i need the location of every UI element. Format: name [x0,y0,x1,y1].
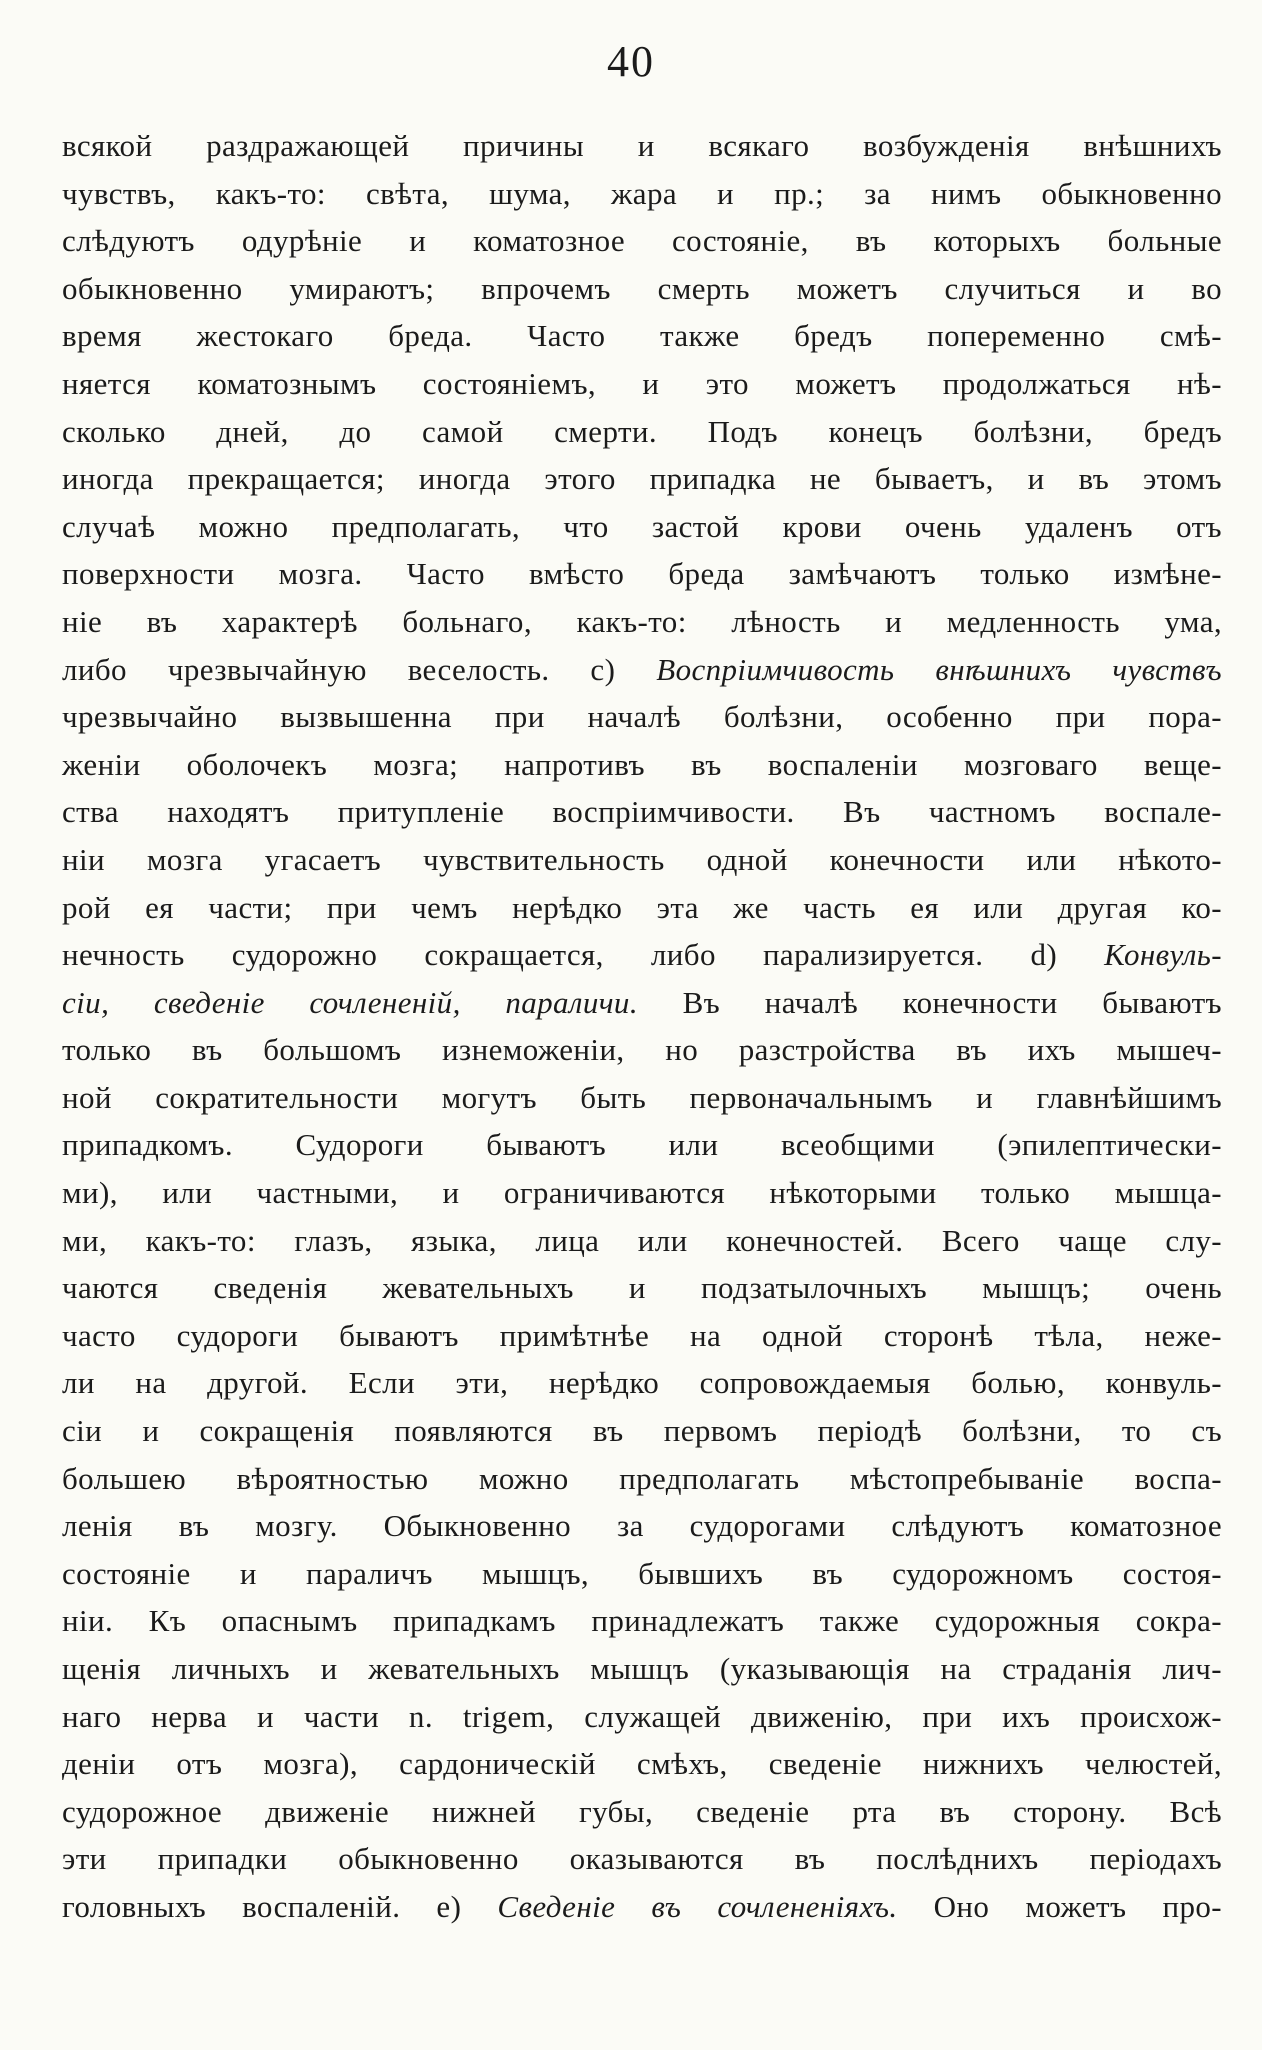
text-segment: ніи мозга угасаетъ чувствительность одной конечности или нѣкото- [62,841,1222,877]
text-segment: только въ большомъ изнеможеніи, но разстройства въ ихъ мышеч- [62,1032,1222,1068]
text-segment: рой ея части; при чемъ нерѣдко эта же часть ея или другая ко- [62,889,1222,925]
text-segment: эти припадки обыкновенно оказываются въ послѣднихъ періодахъ [62,1841,1222,1877]
text-line [62,836,1222,884]
text-line [62,1026,1222,1074]
text-line [62,741,1222,789]
text-segment: ми, какъ-то: глазъ, языка, лица или конечностей. Всего чаще слу- [62,1222,1222,1258]
text-line [62,693,1222,741]
text-line [62,1217,1222,1265]
text-line [62,122,1222,170]
text-line [62,979,1222,1027]
italic-heading-segment: Сведеніе въ сочлененіяхъ. [497,1888,898,1924]
text-segment: всякой раздражающей причины и всякаго возбужденія внѣшнихъ [62,128,1222,163]
text-segment: слѣдуютъ одурѣніе и коматозное состояніе, въ которыхъ больные [62,223,1222,259]
text-segment: случаѣ можно предполагать, что застой крови очень удаленъ отъ [62,508,1222,544]
italic-heading-segment: Конвуль- [1104,937,1222,973]
text-line [62,1169,1222,1217]
text-line [62,1121,1222,1169]
text-line [62,1740,1222,1788]
text-line [62,217,1222,265]
text-line [62,550,1222,598]
text-line [62,1645,1222,1693]
text-line [62,1835,1222,1883]
text-line [62,1788,1222,1836]
text-segment: головныхъ воспаленій. e) [62,1888,498,1924]
text-line [62,1312,1222,1360]
text-segment: наго нерва и части n. trigem, служащей движенію, при ихъ происхож- [62,1698,1222,1734]
text-segment: судорожное движеніе нижней губы, сведеніе рта въ сторону. Всѣ [62,1793,1222,1829]
text-segment: сіи и сокращенія появляются въ первомъ періодѣ болѣзни, то съ [62,1413,1222,1449]
text-segment: припадкомъ. Судороги бываютъ или всеобщими (эпилептически- [62,1127,1222,1163]
text-line [62,1693,1222,1741]
body-text [62,122,1222,1931]
text-segment: обыкновенно умираютъ; впрочемъ смерть можетъ случиться и во [62,270,1222,306]
text-line [62,1359,1222,1407]
text-segment: время жестокаго бреда. Часто также бредъ попеременно смѣ- [62,318,1222,354]
text-line [62,1407,1222,1455]
text-line [62,503,1222,551]
text-segment: большею вѣроятностью можно предполагать мѣстопребываніе воспа- [62,1460,1222,1496]
text-segment: щенія личныхъ и жевательныхъ мышцъ (указывающія на страданія лич- [62,1651,1222,1686]
text-line [62,408,1222,456]
text-segment: чаются сведенія жевательныхъ и подзатылочныхъ мышцъ; очень [62,1270,1222,1306]
text-segment: чувствъ, какъ-то: свѣта, шума, жара и пр.; за нимъ обыкновенно [62,175,1222,211]
text-line [62,1074,1222,1122]
text-segment: женіи оболочекъ мозга; напротивъ въ воспаленіи мозговаго веще- [62,746,1222,782]
text-line [62,884,1222,932]
text-segment: ства находятъ притупленіе воспріимчивости. Въ частномъ воспале- [62,794,1222,830]
text-segment: сколько дней, до самой смерти. Подъ конецъ болѣзни, бредъ [62,413,1222,449]
text-segment: ніе въ характерѣ больнаго, какъ-то: лѣность и медленность ума, [62,603,1222,639]
text-segment: иногда прекращается; иногда этого припадка не бываетъ, и въ этомъ [62,461,1222,497]
text-line [62,360,1222,408]
italic-heading-segment: Воспріимчивость внѣшнихъ чувствъ [656,651,1222,687]
text-segment: ной сократительности могутъ быть первоначальнымъ и главнѣйшимъ [62,1079,1222,1115]
text-segment: нечность судорожно сокращается, либо парализируется. d) [62,937,1105,973]
text-line [62,1550,1222,1598]
text-segment: Въ началѣ конечности бываютъ [637,984,1222,1020]
text-segment: Оно можетъ про- [897,1888,1223,1924]
text-segment: няется коматознымъ состояніемъ, и это можетъ продолжаться нѣ- [62,365,1222,401]
text-segment: состояніе и параличъ мышцъ, бывшихъ въ судорожномъ состоя- [62,1555,1222,1591]
text-line [62,1597,1222,1645]
italic-heading-segment: сіи, сведеніе сочлененій, параличи. [62,984,638,1020]
text-line [62,265,1222,313]
text-line [62,1455,1222,1503]
page-number: 40 [607,37,655,86]
text-segment: либо чрезвычайную веселость. c) [62,651,657,687]
text-line [62,170,1222,218]
text-line [62,788,1222,836]
text-line [62,931,1222,979]
text-segment: поверхности мозга. Часто вмѣсто бреда замѣчаютъ только измѣне- [62,556,1222,592]
text-segment: чрезвычайно вызвышенна при началѣ болѣзни, особенно при пора- [62,699,1222,735]
text-line [62,312,1222,360]
text-segment: ніи. Къ опаснымъ припадкамъ принадлежатъ также судорожныя сокра- [62,1603,1222,1639]
text-line [62,1883,1222,1931]
text-line [62,1264,1222,1312]
text-line [62,1502,1222,1550]
text-line [62,646,1222,694]
text-segment: ленія въ мозгу. Обыкновенно за судорогами слѣдуютъ коматозное [62,1508,1222,1544]
text-line [62,455,1222,503]
text-segment: часто судороги бываютъ примѣтнѣе на одной сторонѣ тѣла, неже- [62,1317,1222,1353]
text-segment: ли на другой. Если эти, нерѣдко сопровождаемыя болью, конвуль- [62,1365,1222,1401]
text-segment: ми), или частными, и ограничиваются нѣкоторыми только мышца- [62,1175,1222,1211]
text-segment: деніи отъ мозга), сардоническій смѣхъ, сведеніе нижнихъ челюстей, [62,1746,1222,1782]
text-line [62,598,1222,646]
